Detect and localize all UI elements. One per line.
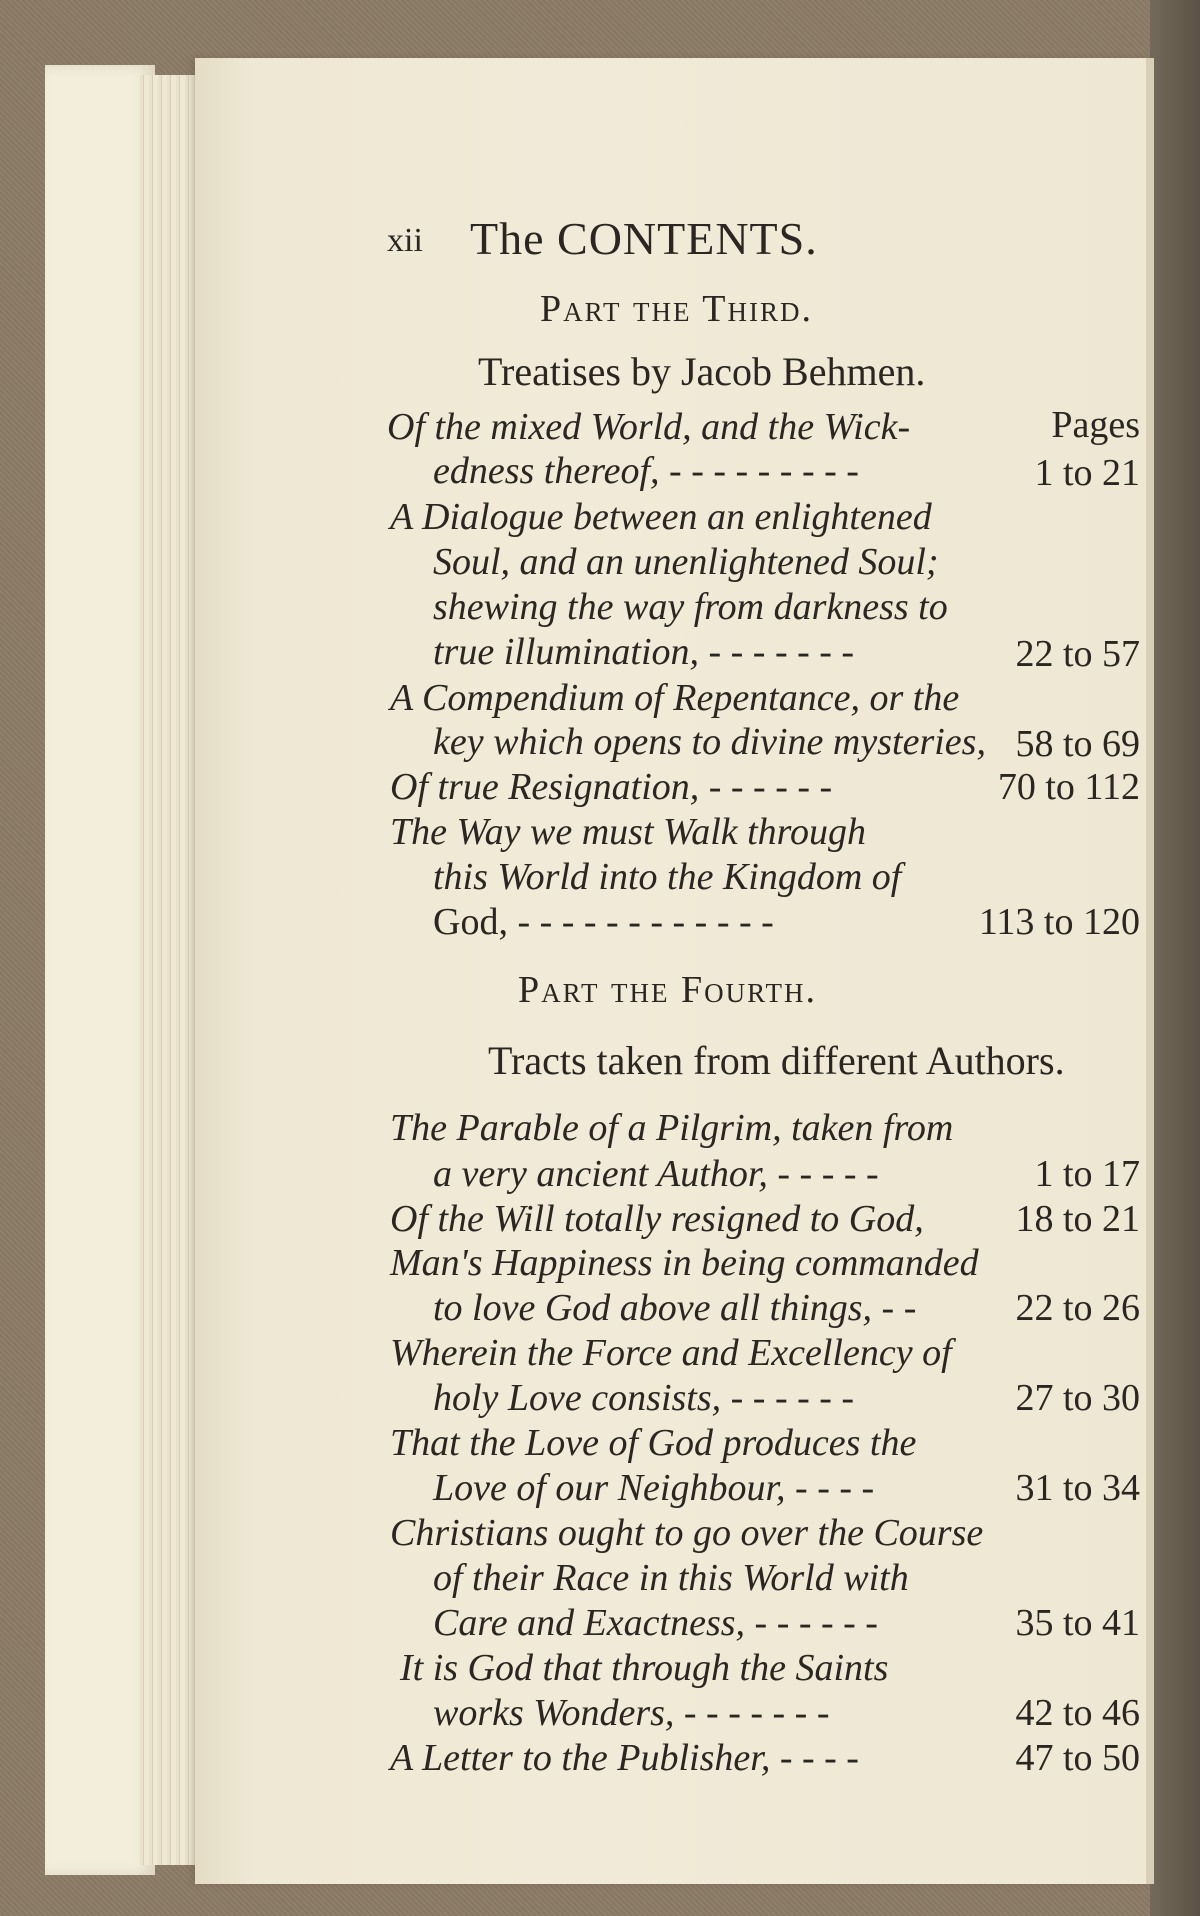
page-number: xii [387,222,423,259]
entry-line: The Way we must Walk through [390,811,867,853]
entry-line: shewing the way from darkness to [433,586,948,628]
entry-line: Love of our Neighbour, - - - - [433,1467,875,1509]
entry-line: this World into the Kingdom of [433,856,902,898]
entry-pages: 42 to 46 [1015,1692,1140,1734]
entry-pages: 27 to 30 [1015,1377,1140,1419]
part-three-subheading: Treatises by Jacob Behmen. [478,349,926,394]
page-edge [1146,58,1154,1884]
entry-line: a very ancient Author, - - - - - [433,1153,879,1195]
part-three-heading: Part the Third. [540,288,814,330]
endpaper [45,65,155,1875]
entry-line: A Dialogue between an enlightened [390,496,932,538]
entry-pages: 58 to 69 [1015,723,1140,765]
entry-line: key which opens to divine mysteries, [433,721,986,763]
entry-line: It is God that through the Saints [400,1647,889,1689]
entry-pages: 35 to 41 [1015,1602,1140,1644]
entry-line: edness thereof, - - - - - - - - - [433,450,859,492]
entry-line: of their Race in this World with [433,1557,909,1599]
entry-line: Of true Resignation, - - - - - - [390,766,833,808]
entry-line: God, - - - - - - - - - - - - [433,901,774,943]
part-four-subheading: Tracts taken from different Authors. [488,1038,1065,1083]
entry-pages: 22 to 57 [1015,633,1140,675]
running-title: The CONTENTS. [470,213,818,264]
entry-line: A Letter to the Publisher, - - - - [390,1737,859,1779]
part-four-heading: Part the Fourth. [518,969,818,1011]
entry-line: Of the mixed World, and the Wick- [387,406,911,448]
entry-line: Man's Happiness in being commanded [390,1242,979,1284]
entry-line: The Parable of a Pilgrim, taken from [390,1107,954,1149]
entry-line: true illumination, - - - - - - - [433,631,855,673]
entry-pages: 31 to 34 [1015,1467,1140,1509]
entry-line: to love God above all things, - - [433,1287,917,1329]
entry-line: Christians ought to go over the Course [390,1512,984,1554]
entry-line: works Wonders, - - - - - - - [433,1692,830,1734]
entry-pages: 47 to 50 [1015,1737,1140,1779]
entry-pages: 113 to 120 [978,901,1140,943]
entry-line: Of the Will totally resigned to God, [390,1198,924,1240]
pages-column-label: Pages [1051,404,1140,446]
entry-line: Care and Exactness, - - - - - - [433,1602,878,1644]
entry-line: holy Love consists, - - - - - - [433,1377,855,1419]
entry-pages: 1 to 17 [1034,1153,1140,1195]
entry-line: Wherein the Force and Excellency of [390,1332,952,1374]
entry-pages: 1 to 21 [1034,452,1140,494]
entry-pages: 18 to 21 [1015,1198,1140,1240]
entry-pages: 70 to 112 [997,766,1140,808]
entry-line: Soul, and an unenlightened Soul; [433,541,939,583]
cover-edge [1150,0,1200,1916]
entry-pages: 22 to 26 [1015,1287,1140,1329]
entry-line: That the Love of God produces the [390,1422,917,1464]
entry-line: A Compendium of Repentance, or the [390,677,960,719]
